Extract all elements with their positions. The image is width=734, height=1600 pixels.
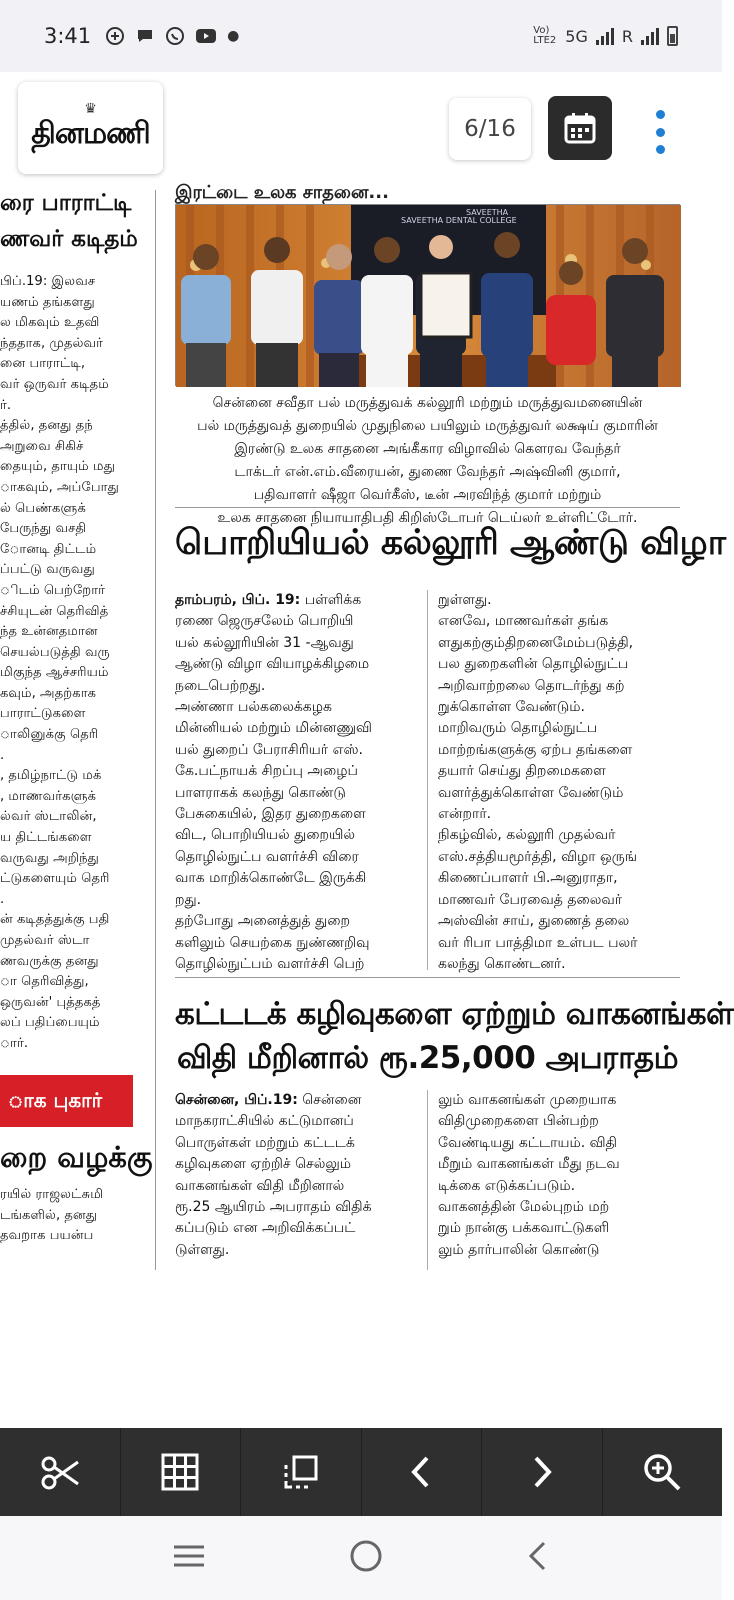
text-line: லும் வாகனங்கள் முறையாக [438, 1092, 617, 1108]
article1-column2 [438, 590, 680, 975]
text-line: வாகனத்தின் மேல்புறம் மற் [438, 1199, 610, 1216]
text-line: சென்னை சவீதா பல் மருத்துவக் கல்லூரி மற்றும் மருத்துவமனையின் [212, 395, 643, 411]
text-line: கே.பட்நாயக் சிறப்பு அழைப் [175, 763, 358, 780]
text-line: தொழில்நுட்பம் வளர்ச்சி பெற் [175, 955, 365, 972]
text-line: ரணை ஜெருசலேம் பொறியி [175, 613, 354, 630]
text-line: வேண்டியது கட்டாயம். விதி [438, 1134, 618, 1151]
text-line [175, 590, 417, 611]
text-line: த்தில், தனது தந் [0, 418, 93, 434]
text-line: ப்பட்டு வருவது [0, 562, 95, 578]
recent-apps-button[interactable] [172, 1543, 206, 1573]
text-line: ஒருவன்' புத்தகத் [0, 994, 101, 1010]
photo-banner-right: SAVEETHA [466, 208, 509, 217]
grid-icon [161, 1453, 199, 1491]
text-line: . [0, 891, 5, 907]
next-page-icon [527, 1454, 557, 1490]
event-photo-illustration [176, 205, 681, 387]
whatsapp-icon [165, 26, 185, 46]
text-line: அறிவாற்றலை தொடர்ந்து கற் [438, 677, 625, 694]
text-line: பொருள்கள் மற்றும் கட்டடக் [175, 1134, 355, 1151]
calendar-icon [562, 110, 598, 146]
text-line: பேருந்து வசதி [0, 521, 87, 537]
text-line: னை பாராட்டி, [0, 356, 86, 372]
news-photo [175, 204, 680, 386]
text-line: மாணவர் பேரவைத் தலைவர் [438, 891, 623, 908]
dinamani-logo[interactable] [18, 82, 163, 174]
text-line: நடைபெற்றது. [175, 677, 266, 694]
text-line: யல் கல்லூரியின் 31 -ஆவது [175, 634, 354, 651]
text-line: தற்போது அனைத்துத் துறை [175, 913, 351, 930]
text-line: ந்த உன்னதமான [0, 624, 98, 640]
text-line: ரூ.25 ஆயிரம் அபராதம் விதிக் [175, 1199, 372, 1216]
back-button[interactable] [526, 1540, 550, 1576]
text-line: கவும், அதற்காக [0, 685, 97, 701]
previous-page-button[interactable] [362, 1428, 483, 1516]
menu-dot [656, 145, 665, 154]
roaming-label: R [621, 26, 633, 46]
text-line: தையும், தாயும் மது [0, 459, 116, 475]
system-icons [533, 26, 678, 46]
zoom-in-icon [641, 1451, 683, 1493]
text-line: , தமிழ்நாட்டு மக் [0, 768, 102, 784]
text-line: வளர்த்துக்கொள்ள வேண்டும் [438, 784, 624, 801]
text-line: முதல்வர் ஸ்டா [0, 933, 90, 948]
text-line: பிப்.19: இலவச [0, 274, 96, 289]
recent-apps-icon [172, 1543, 206, 1569]
text-line: பல் மருத்துவத் துறையில் முதுநிலை பயிலும் மருத்துவர் லக்ஷய் குமாரின் [197, 418, 658, 434]
dot-icon: ● [227, 28, 240, 44]
left-body2 [0, 1185, 140, 1247]
text-line: கிணைப்பாளர் பி.அனுராதா, [438, 870, 618, 887]
text-line: தயார் செய்து திறமைகளை [438, 763, 606, 780]
article2-column2 [438, 1090, 680, 1261]
article2-headline [175, 992, 734, 1080]
text-line: களிலும் செயற்கை நுண்ணறிவு [175, 934, 370, 951]
text-line: டாக்டர் என்.எம்.வீரையன், துணை வேந்தர் அஷ்வினி குமார், [234, 464, 621, 480]
article2-headline-line2: விதி மீறினால் ரூ.25,000 அபராதம் [176, 1040, 679, 1076]
text-line-rest: சென்னை [297, 1092, 362, 1108]
text-line: அண்ணா பல்கலைக்கழக [175, 699, 332, 716]
article2-headline-line1: கட்டடக் கழிவுகளை ஏற்றும் வாகனங்கள் [175, 996, 734, 1032]
text-line: விட, பொறியியல் துறையில் [175, 827, 355, 844]
text-line: ல்வர் ஸ்டாலின், [0, 809, 97, 825]
text-line: டங்களில், தனது [0, 1207, 98, 1223]
scissors-icon [38, 1450, 82, 1494]
article1-column-divider [427, 590, 428, 970]
back-icon [526, 1540, 550, 1572]
signal-icon [596, 27, 614, 45]
text-line: ாகவும், அப்போது [0, 479, 119, 495]
article2-column1 [175, 1090, 417, 1261]
text-line: றும் நான்கு பக்கவாட்டுகளி [438, 1220, 610, 1237]
text-line: மாநகராட்சியில் கட்டுமானப் [175, 1113, 354, 1130]
calendar-button[interactable] [548, 96, 612, 160]
page-counter[interactable]: 6/16 [449, 98, 531, 160]
text-line: யணம் தங்களது [0, 294, 95, 310]
article1-column1 [175, 590, 417, 975]
text-line: மின்னியல் மற்றும் மின்னணுவி [175, 720, 372, 737]
text-line: ாலினுக்கு தெரி [0, 727, 99, 743]
text-line: யல் துறைப் பேராசிரியர் எஸ். [175, 741, 363, 758]
logo-text: தினமணி [31, 115, 150, 151]
text-line: கப்படும் என அறிவிக்கப்பட் [175, 1220, 356, 1237]
text-line: றுக்கொள்ள வேண்டும். [438, 699, 585, 716]
system-nav-bar [0, 1516, 722, 1600]
text-line: டிக்கை எடுக்கப்படும். [438, 1177, 576, 1194]
notification-icons [105, 26, 239, 46]
text-line: றது. [175, 891, 202, 908]
grid-view-button[interactable] [121, 1428, 242, 1516]
youtube-icon [195, 27, 217, 45]
left-headline-line1: ரை பாராட்டி [0, 190, 132, 216]
next-page-button[interactable] [482, 1428, 603, 1516]
text-line: றுள்ளது. [438, 592, 492, 608]
text-line: ல் பெண்களுக் [0, 500, 86, 516]
text-line: அறுவை சிகிச் [0, 438, 84, 454]
text-line: ட்டுகளையும் தெரி [0, 871, 110, 887]
column-divider [155, 190, 156, 1270]
text-line: என்றார். [438, 806, 492, 823]
text-line: விதிமுறைகளை பின்பற்ற [438, 1113, 599, 1130]
text-line: வருவது அறிந்து [0, 850, 99, 866]
status-time: 3:41 [44, 24, 92, 48]
network-label: Vo) LTE2 [533, 25, 557, 46]
text-line: பல துறைகளின் தொழில்நுட்ப [438, 656, 629, 673]
text-line: கலந்து கொண்டனர். [438, 955, 566, 972]
crown-icon: ♛ [84, 100, 97, 117]
text-line: தவறாக பயன்ப [0, 1228, 94, 1244]
dateline: சென்னை, பிப்.19: [175, 1092, 298, 1108]
text-line: எஸ்.சத்தியமூர்த்தி, விழா ஒருங் [438, 848, 637, 865]
text-line: ஆண்டு விழா வியாழக்கிழமை [175, 656, 370, 673]
text-line: மீறும் வாகனங்கள் மீது நடவ [438, 1156, 620, 1173]
text-line: ந்ததாக, முதல்வர் [0, 335, 104, 351]
message-bubble-icon [135, 26, 155, 46]
text-line: ன் கடிதத்துக்கு பதி [0, 912, 110, 928]
reader-toolbar [0, 1428, 722, 1516]
status-bar [0, 0, 722, 72]
text-line: ர். [0, 397, 12, 413]
text-line: கழிவுகளை ஏற்றிச் செல்லும் [175, 1156, 352, 1173]
text-line: லும் தார்பாலின் கொண்டு [438, 1241, 600, 1258]
text-line: ய திட்டங்களை [0, 830, 92, 846]
clip-button[interactable] [0, 1428, 121, 1516]
text-line: ச்சியுடன் தெரிவித் [0, 603, 109, 619]
signal-icon-2 [641, 27, 659, 45]
section-divider-2 [175, 977, 680, 978]
text-line: பாராட்டுகளை [0, 706, 86, 722]
overflow-menu-button[interactable] [645, 102, 675, 162]
text-line: , மாணவர்களுக் [0, 788, 97, 804]
text-line: இரண்டு உலக சாதனை அங்கீகார விழாவில் கௌரவ வேந்தர் [234, 441, 621, 457]
text-line: நிகழ்வில், கல்லூரி முதல்வர் [438, 827, 616, 844]
text-line: பதிவாளர் ஷீஜா வெர்கீஸ், டீன் அரவிந்த் குமார் மற்றும் [253, 487, 602, 503]
left-headline-line2: ணவர் கடிதம் [0, 226, 138, 252]
text-line: செயல்படுத்தி வரு [0, 644, 110, 660]
menu-dot [656, 128, 665, 137]
text-line: ிடம் பெற்றோர் [0, 582, 106, 598]
text-line: வர் ஒருவர் கடிதம் [0, 376, 109, 392]
text-line: உலக சாதனை நியாயாதிபதி கிறிஸ்டோபர் டெய்லர் உள்ளிட்டோர். [217, 510, 638, 526]
left-headline2: றை வழக்கு [0, 1140, 153, 1174]
home-button[interactable] [349, 1539, 383, 1577]
text-line: டுள்ளது. [175, 1241, 230, 1258]
home-icon [349, 1539, 383, 1573]
left-column [0, 190, 153, 1270]
select-region-button[interactable] [241, 1428, 362, 1516]
photo-headline-strip: இரட்டை உலக சாதனை... [175, 182, 389, 203]
text-line: தொழில்நுட்ப வளர்ச்சி விரை [175, 848, 359, 865]
menu-dot [656, 110, 665, 119]
battery-icon [667, 26, 678, 46]
text-line: ரயில் ராஜலட்சுமி [0, 1187, 104, 1202]
text-line: பேசுகையில், இதர துறைகளை [175, 806, 366, 823]
article2-column-divider [427, 1090, 428, 1270]
text-line: ளதுகற்கும்திறனைமேம்படுத்தி, [438, 634, 634, 651]
text-line: ணவருக்கு தனது [0, 953, 99, 969]
text-line: ல மிகவும் உதவி [0, 315, 100, 331]
text-line: ார். [0, 1035, 29, 1051]
text-line: மாறிவரும் தொழில்நுட்ப [438, 720, 598, 737]
article1-headline: பொறியியல் கல்லூரி ஆண்டு விழா [175, 523, 726, 563]
text-line: அஸ்வின் சாய், துணைத் தலை [438, 913, 630, 930]
photo-caption [175, 392, 680, 530]
section-divider [175, 507, 680, 508]
text-line: மாற்றங்களுக்கு ஏற்ப தங்களை [438, 741, 633, 758]
text-line: லப் பதிப்பையும் [0, 1015, 100, 1031]
previous-page-icon [406, 1454, 436, 1490]
text-line: வாகனங்கள் விதி மீறினால் [175, 1177, 345, 1194]
text-line: பாளராகக் கலந்து கொண்டு [175, 784, 346, 801]
text-line: ோனடி திட்டம் [0, 541, 97, 557]
text-line: மிகுந்த ஆச்சரியம் [0, 665, 109, 681]
text-line [175, 1090, 417, 1111]
epaper-page[interactable] [0, 182, 734, 1270]
text-line: . [0, 747, 5, 763]
chat-plus-icon [105, 26, 125, 46]
dateline: தாம்பரம், பிப். 19: [175, 592, 301, 608]
left-body [0, 272, 140, 1055]
text-line: ா தெரிவித்து, [0, 974, 89, 990]
red-banner: ாக புகார் [0, 1075, 133, 1127]
text-line: வாக மாறிக்கொண்டே இருக்கி [175, 870, 367, 887]
select-region-icon [282, 1453, 320, 1491]
app-header [0, 72, 722, 190]
photo-banner-left: SAVEETHA DENTAL COLLEGE [401, 216, 517, 225]
text-line-rest: பள்ளிக்க [300, 592, 362, 608]
network-type: 5G [565, 26, 588, 46]
text-line: எனவே, மாணவர்கள் தங்க [438, 613, 609, 630]
zoom-in-button[interactable] [603, 1428, 723, 1516]
text-line: வர் ரிபா பாத்திமா உள்பட பலர் [438, 934, 638, 951]
